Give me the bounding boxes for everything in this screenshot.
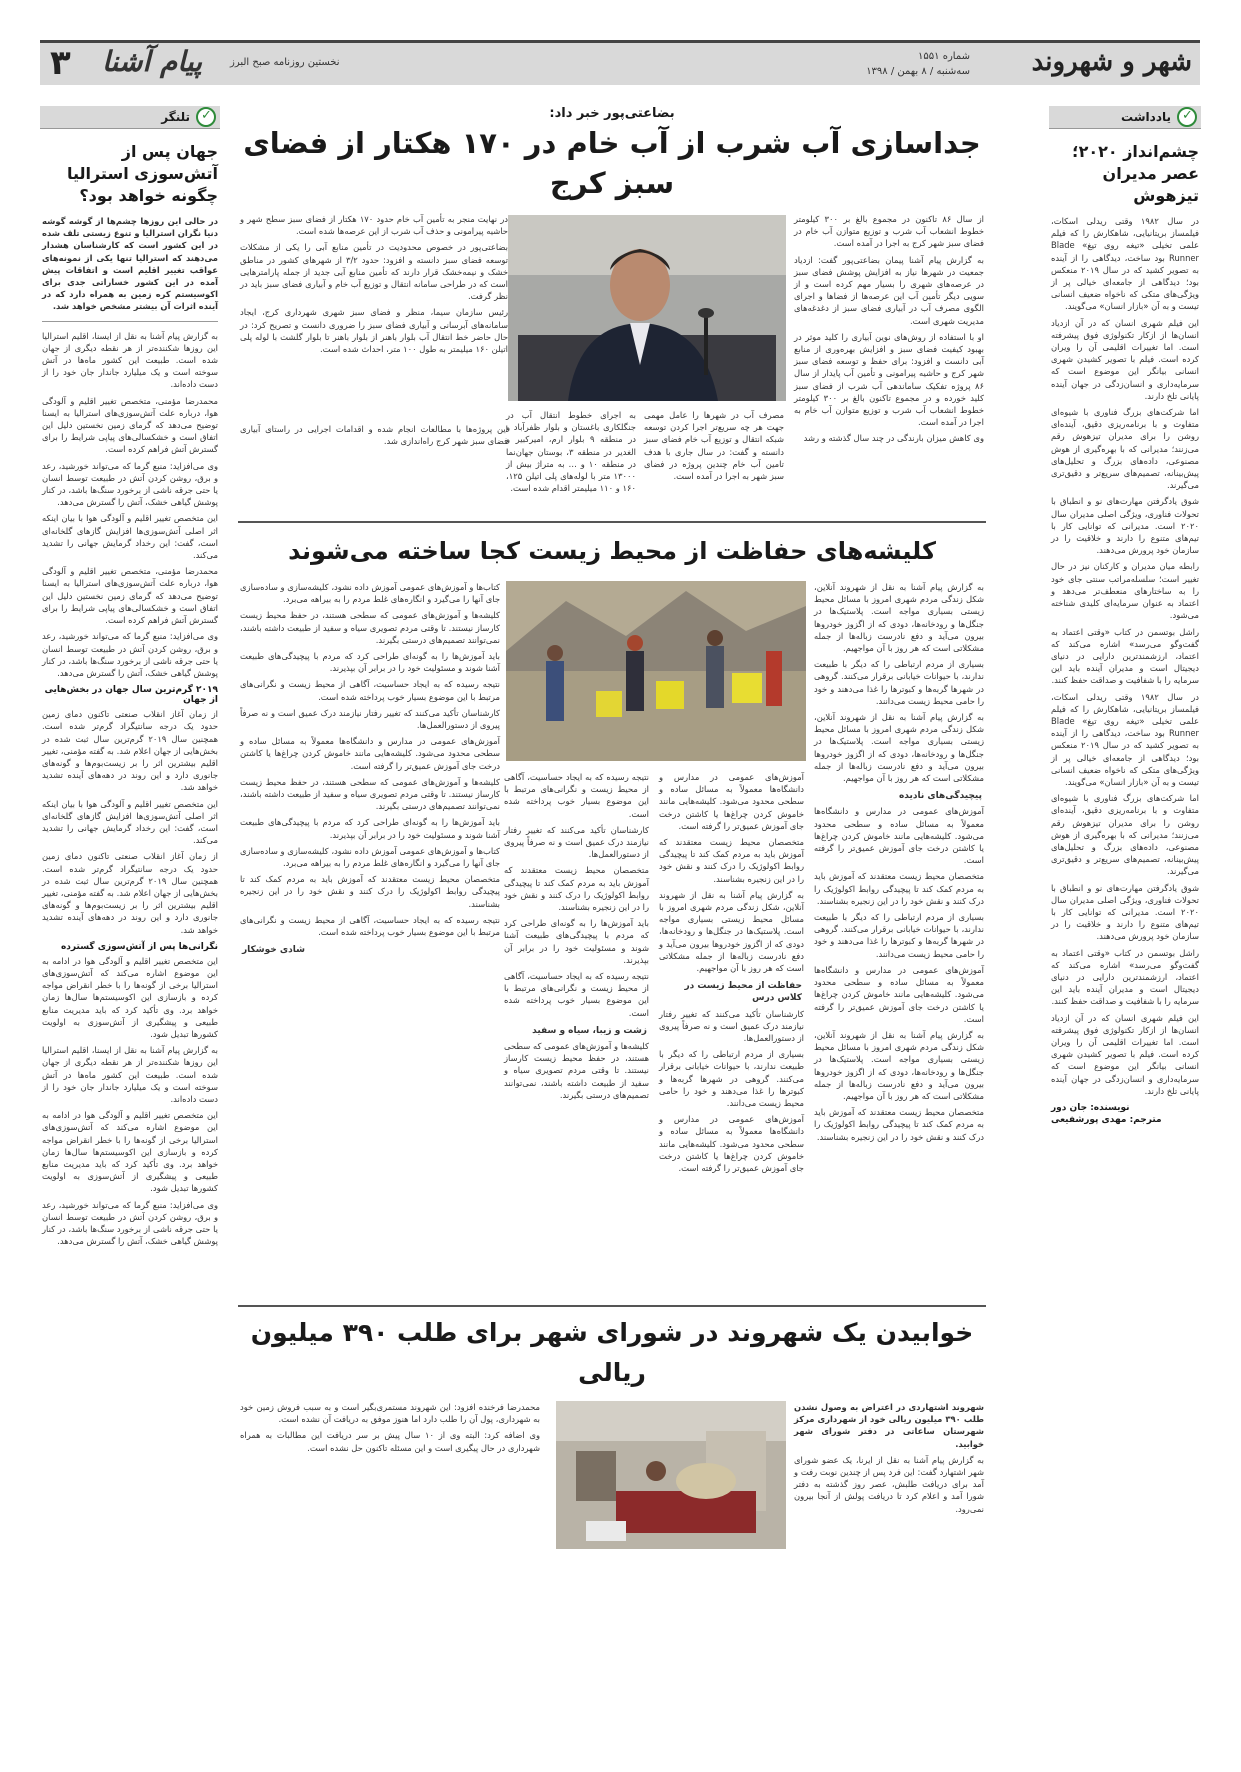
paragraph: متخصصان محیط زیست معتقدند که آموزش باید به مردم کمک کند تا پیچیدگی روابط اکولوژیک را درک کنند و نقش خود را در این زنجیره بشناسند. bbox=[504, 865, 649, 913]
paragraph: بسیاری از مردم ارتباطی را که دیگر با طبیعت ندارند، با حیوانات خیابانی برقرار می‌کنند. گروهی در شهرها گربه‌ها و کبوترها را غذا می‌دهند و خود را حامی محیط زیست می‌دانند. bbox=[814, 912, 984, 959]
paragraph: در سال ۱۹۸۲ وقتی ریدلی اسکات، فیلمساز بریتانیایی، شاهکارش را که فیلم علمی تخیلی «تیغه روی تیغ» Blade Runner بود ساخت، دیدگاهی را از آینده به تصویر کشید که در سال ۲۰۱۹ منعکس بود؛ دیدگاهی از جامعه‌ای خیالی پر از ویژگی‌های متکی که ناخواه ضعیف انسانی تیست و به آن «بازار انسان» می‌گویند. bbox=[1051, 691, 1199, 787]
volunteers-photo bbox=[506, 581, 806, 761]
paragraph: آموزش‌های عمومی در مدارس و دانشگاه‌ها معمولاً به مسائل ساده و سطحی محدود می‌شود. کلیشه‌هایی مانند خاموش کردن چراغ‌ها یا کاشتن درخت جای آموزش عمیق‌تر را گرفته است. bbox=[814, 964, 984, 1024]
article-column bbox=[240, 423, 508, 451]
article-subhead: پیچیدگی‌های نادیده bbox=[898, 791, 982, 802]
newspaper-logo: پیام آشنا bbox=[102, 45, 203, 78]
paragraph: به گزارش پیام آشنا به نقل از ایرنا، یک عضو شورای شهر اشتهارد گفت: این فرد پس از چندین نوبت رفت و آمد برای دریافت طلبش، عصر روز گذشته به دفتر شورا آمد و اعلام کرد تا دریافت پولش از آنجا بیرون نمی‌رود. bbox=[794, 1454, 984, 1514]
column-tab-label: تلنگر bbox=[161, 110, 190, 124]
paragraph: متخصصان محیط زیست معتقدند که آموزش باید به مردم کمک کند تا پیچیدگی روابط اکولوژیک را درک کنند و نقش خود را در این زنجیره بشناسند. bbox=[814, 1107, 984, 1142]
paragraph: به گزارش پیام آشنا پیمان بضاعتی‌پور گفت: ازدیاد جمعیت در شهرها نیاز به افزایش پوشش فضای سبز در عرصه‌های شهری را بسیار مهم کرده است و از سویی دیگر تأمین آب این عرصه‌ها از فضاها و اجرای الگوی مصرف آب در آبیاری فضای سبز از دغدغه‌های مدیریت شهری است. bbox=[794, 254, 984, 326]
paragraph: به گزارش پیام آشنا به نقل از شهروند آنلاین، شکل زندگی مردم شهری امروز با مسائل محیط زیستی بسیاری مواجه است. پلاستیک‌ها در جنگل‌ها و رودخانه‌ها، دودی که از اگزوز خودروها بیرون می‌آید و دفع نادرست زباله‌ها از جمله مشکلاتی است که هر روز با آن مواجهیم. bbox=[814, 1029, 984, 1101]
paragraph: این متخصص تغییر اقلیم و آلودگی هوا با بیان اینکه اثر اصلی آتش‌سوزی‌ها افزایش گازهای گلخانه‌ای است، گفت: این رخداد گرمایش جهانی را تشدید می‌کند. bbox=[42, 513, 218, 561]
paragraph: باید آموزش‌ها را به گونه‌ای طراحی کرد که مردم با پیچیدگی‌های طبیعت آشنا شوند و مسئولیت خود را در برابر آن بپذیرند. bbox=[240, 817, 500, 840]
paragraph: مصرف آب در شهرها را عامل مهمی جهت هر چه سریع‌تر اجرا کردن توسعه شبکه انتقال و توزیع آب خام فضای سبز دانسته و گفت: در سال جاری با هدف تامین آب خام چندین پروژه در فضای سبز شهر به اجرا در آمده است. bbox=[644, 410, 784, 482]
main-content bbox=[238, 106, 986, 1551]
talangor-headline: جهان پس از آتش‌سوزی استرالیا چگونه خواهد بود؟ bbox=[66, 142, 218, 205]
paragraph: بسیاری از مردم ارتباطی را که دیگر با طبیعت ندارند، با حیوانات خیابانی برقرار می‌کنند. گروهی در شهرها گربه‌ها و کبوترها را غذا می‌دهند و خود را حامی محیط زیست می‌دانند. bbox=[659, 1049, 804, 1109]
column-tab bbox=[1049, 106, 1201, 129]
paragraph: کلیشه‌ها و آموزش‌های عمومی که سطحی هستند، در حفظ محیط زیست کارساز نیستند. تا وقتی مردم تصویری سیاه و سفید از طبیعت داشته باشند، نمی‌توانند تصمیم‌های درستی بگیرند. bbox=[240, 610, 500, 645]
environment-article bbox=[238, 581, 986, 1301]
check-badge-icon bbox=[196, 107, 216, 127]
article-column bbox=[506, 409, 636, 498]
paragraph: نتیجه رسیده که به ایجاد حساسیت، آگاهی از محیط زیست و نگرانی‌های مرتبط با این موضوع بسیار خوب پرداخته شده است. bbox=[504, 971, 649, 1018]
paragraph: آموزش‌های عمومی در مدارس و دانشگاه‌ها معمولاً به مسائل ساده و سطحی محدود می‌شود. کلیشه‌هایی مانند خاموش کردن چراغ‌ها یا کاشتن درخت جای آموزش عمیق‌تر را گرفته است. bbox=[659, 772, 804, 831]
editorial-body bbox=[1051, 215, 1199, 1097]
paragraph: این متخصص تغییر اقلیم و آلودگی هوا در ادامه به این موضوع اشاره می‌کند که آتش‌سوزی‌های استرالیا برخی از گونه‌ها را با خطر انقراض مواجه کرده و بازسازی این اکوسیستم‌ها سال‌ها زمان خواهد برد. وی تأکید کرد که باید مدیریت منابع طبیعی و پیشگیری از آتش‌سوزی به اولویت کشورها تبدیل شود. bbox=[42, 955, 218, 1039]
paragraph: محمدرضا فرخنده افزود: این شهروند مستمری‌بگیر است و به سبب فروش زمین خود به شهرداری، پول آن را طلب دارد اما هنوز موفق به دریافت آن نشده است. bbox=[240, 1402, 540, 1425]
issue-meta bbox=[866, 49, 970, 79]
paragraph: به گزارش پیام آشنا به نقل از ایسنا، اقلیم استرالیا این روزها شکننده‌تر از هر نقطه دیگری از جهان شده است. طبیعت این کشور ماه‌ها در آتش سوخته است و یک میلیارد جاندار جان خود را از دست داده‌اند. bbox=[42, 330, 218, 390]
paragraph: متخصصان محیط زیست معتقدند که آموزش باید به مردم کمک کند تا پیچیدگی روابط اکولوژیک را درک کنند و نقش خود را در این زنجیره بشناسند. bbox=[814, 871, 984, 906]
paragraph: اما شرکت‌های بزرگ فناوری با شیوه‌ای متفاوت و با برنامه‌ریزی دقیق، آینده‌ای روشن را برای مدیران تیزهوش رقم می‌زنند؛ مدیرانی که با بهره‌گیری از هوش مصنوعی، داده‌های بزرگ و تحلیل‌های پیش‌بینانه، تصمیم‌های سریع‌تر و دقیق‌تری می‌گیرند. bbox=[1051, 407, 1199, 491]
column-tab bbox=[40, 106, 220, 129]
section-divider bbox=[238, 1305, 986, 1307]
paragraph: نتیجه رسیده که به ایجاد حساسیت، آگاهی از محیط زیست و نگرانی‌های مرتبط با این موضوع بسیار خوب پرداخته شده است. bbox=[504, 772, 649, 819]
paragraph: به گزارش پیام آشنا به نقل از ایسنا، اقلیم استرالیا این روزها شکننده‌تر از هر نقطه دیگری از جهان شده است. طبیعت این کشور ماه‌ها در آتش سوخته است و یک میلیارد جاندار جان خود را از دست داده‌اند. bbox=[42, 1045, 218, 1104]
article-headline: جداسازی آب شرب از آب خام در ۱۷۰ هکتار از فضای سبز کرج bbox=[243, 126, 981, 200]
talangor-column bbox=[40, 106, 220, 1251]
paragraph: کارشناسان تأکید می‌کنند که تغییر رفتار نیازمند درک عمیق است و نه صرفاً پیروی از دستورالعمل‌ها. bbox=[504, 824, 649, 860]
paragraph: محمدرضا مؤمنی، متخصص تغییر اقلیم و آلودگی هوا، درباره علت آتش‌سوزی‌های استرالیا به ایسنا توضیح می‌دهد که گرمای زمین نخستین دلیل این اتفاق است و خشکسالی‌های پیاپی شرایط را برای گسترش آتش فراهم کرده است. bbox=[42, 566, 218, 626]
paragraph: محمدرضا مؤمنی، متخصص تغییر اقلیم و آلودگی هوا، درباره علت آتش‌سوزی‌های استرالیا به ایسنا توضیح می‌دهد که گرمای زمین نخستین دلیل این اتفاق است و خشکسالی‌های پیاپی شرایط را برای گسترش آتش فراهم کرده است. bbox=[42, 395, 218, 455]
article-column bbox=[814, 581, 984, 1147]
talangor-body bbox=[42, 330, 218, 679]
article-column bbox=[240, 213, 508, 359]
paragraph: رئیس سازمان سیما، منظر و فضای سبز شهری شهرداری کرج، ایجاد سامانه‌های آبرسانی و آبیاری فضای سبز را ضروری دانست و تصریح کرد: در حال حاضر خط انتقال آب بلوار باهنر از بلوار باهنر تا بلوار گلشت با لوله پلی اتیلن ۱۶۰ میلیمتر به طول ۱۰۰ متر، احداث شده است. bbox=[240, 307, 508, 355]
paragraph: بسیاری از مردم ارتباطی را که دیگر با طبیعت ندارند، با حیوانات خیابانی برقرار می‌کنند. گروهی در شهرها گربه‌ها و کبوترها را غذا می‌دهند و خود را حامی محیط زیست می‌دانند. bbox=[814, 659, 984, 706]
article-subhead: زشت و زیبا، سیاه و سفید bbox=[532, 1025, 647, 1036]
paragraph: آموزش‌های عمومی در مدارس و دانشگاه‌ها معمولاً به مسائل ساده و سطحی محدود می‌شود. کلیشه‌هایی مانند خاموش کردن چراغ‌ها یا کاشتن درخت جای آموزش عمیق‌تر را گرفته است. bbox=[240, 736, 500, 771]
paragraph: باید آموزش‌ها را به گونه‌ای طراحی کرد که مردم با پیچیدگی‌های طبیعت آشنا شوند و مسئولیت خود را در برابر آن بپذیرند. bbox=[504, 918, 649, 965]
paragraph: متخصصان محیط زیست معتقدند که آموزش باید به مردم کمک کند تا پیچیدگی روابط اکولوژیک را درک کنند و نقش خود را در این زنجیره بشناسند. bbox=[240, 874, 500, 909]
check-badge-icon bbox=[1177, 107, 1197, 127]
paragraph: وی کاهش میزان بارندگی در چند سال گذشته و رشد bbox=[803, 433, 984, 444]
talangor-section bbox=[42, 708, 218, 936]
paragraph: این فیلم شهری انسان که در آن ازدیاد انسان‌ها از ازکار تکنولوژی فوق پیشرفته است. اما تغییرات اقلیمی آن را ویران کرده است. فیلم با تصویر کشیدن شهری انسانی بیانگر این موضوع است که سرمایه‌داری و انسان‌زدگی در جهان آینده پایانی تلخ دارند. bbox=[1051, 1012, 1199, 1096]
paragraph: این پروژه‌ها با مطالعات انجام شده و اقدامات اجرایی در راستای آبیاری فضای سبز شهر کرج راه‌اندازی شد. bbox=[240, 424, 508, 447]
column-tab-label: یادداشت bbox=[1121, 110, 1171, 124]
official-portrait-photo bbox=[508, 215, 786, 401]
paragraph: باید آموزش‌ها را به گونه‌ای طراحی کرد که مردم با پیچیدگی‌های طبیعت آشنا شوند و مسئولیت خود را در برابر آن بپذیرند. bbox=[240, 651, 500, 674]
paragraph: به اجرای خطوط انتقال آب در جنگلکاری باغستان و بلوار ظفرآباد و در منطقه ۹ بلوار ارم، امیرکبیر و الغدیر در منطقه ۳، بوستان جهان‌نما در منطقه ۱۰ و … به متراژ بیش از ۱۳۰۰۰ متر با لوله‌های پلی اتیلن ۱۲۵، ۱۶۰ و ۱۱۰ میلیمتر اقدام شده است. bbox=[506, 410, 636, 494]
article-column bbox=[240, 1401, 540, 1458]
paragraph: کارشناسان تأکید می‌کنند که تغییر رفتار نیازمند درک عمیق است و نه صرفاً پیروی از دستورالعمل‌ها. bbox=[659, 1008, 804, 1044]
article-subhead: حفاظت از محیط زیست در کلاس درس bbox=[684, 981, 802, 1004]
paragraph: در سال ۱۹۸۲ وقتی ریدلی اسکات، فیلمساز بریتانیایی، شاهکارش را که فیلم علمی تخیلی «تیغه روی تیغ» Blade Runner بود ساخت، دیدگاهی را از آینده به تصویر کشید که در سال ۲۰۱۹ منعکس بود؛ دیدگاهی از جامعه‌ای خیالی پر از ویژگی‌های متکی که ناخواه ضعیف انسانی تیست و به آن «بازار انسان» می‌گویند. bbox=[1051, 216, 1199, 312]
paragraph: از زمان آغاز انقلاب صنعتی تاکنون دمای زمین حدود یک درجه سانتیگراد گرم‌تر شده است. همچنین سال ۲۰۱۹ گرم‌ترین سال ثبت شده در بخش‌هایی از جهان اعلام شد. به گفته مؤمنی، تغییر اقلیم بیشترین اثر را بر زیست‌بوم‌ها و گونه‌های جانوری دارد و این روند در دهه‌های آینده تشدید خواهد شد. bbox=[42, 851, 218, 935]
article-column bbox=[659, 771, 804, 1178]
editorial-author: نویسنده: جان دور bbox=[1051, 1103, 1130, 1114]
paragraph: به گزارش پیام آشنا به نقل از شهروند آنلاین، شکل زندگی مردم شهری امروز با مسائل محیط زیستی بسیاری مواجه است. پلاستیک‌ها در جنگل‌ها و رودخانه‌ها، دودی که از اگزوز خودروها بیرون می‌آید و دفع نادرست زباله‌ها از جمله مشکلاتی است که هر روز با آن مواجهیم. bbox=[814, 582, 984, 654]
section-title: شهر و شهروند bbox=[1031, 47, 1192, 77]
article-column bbox=[240, 581, 500, 956]
portrait-illustration bbox=[508, 215, 786, 401]
talangor-subhead: نگرانی‌ها پس از آتش‌سوزی گسترده bbox=[60, 941, 218, 952]
paragraph: این فیلم شهری انسان که در آن ازدیاد انسان‌ها از ازکار تکنولوژی فوق پیشرفته است. اما تغییرات اقلیمی آن را ویران کرده است. فیلم با تصویر کشیدن شهری انسانی بیانگر این موضوع است که سرمایه‌داری و انسان‌زدگی در جهان آینده پایانی تلخ دارند. bbox=[1051, 317, 1199, 401]
paragraph: نتیجه رسیده که به ایجاد حساسیت، آگاهی از محیط زیست و نگرانی‌های مرتبط با این موضوع بسیار خوب پرداخته شده است. bbox=[240, 914, 500, 938]
paragraph: وی اضافه کرد: البته وی از ۱۰ سال پیش بر سر دریافت این مطالبات به همراه شهرداری در حال پیگیری است و این مسئله تاکنون حل نشده است. bbox=[240, 1430, 540, 1453]
paragraph: رابطه میان مدیران و کارکنان نیز در حال تغییر است؛ سلسله‌مراتب سنتی جای خود را به ساختارهای منعطف‌تر می‌دهد و اعتماد به عنوان سرمایه‌ای کلیدی شناخته می‌شود. bbox=[1051, 561, 1199, 621]
talangor-lead: در حالی این روزها چشم‌ها از گوشه گوشه دنیا نگران استرالیا و تنوع زیستی تلف شده در این کشور است که کارشناسان هشدار می‌دهند که استرالیا تنها یکی از نمونه‌های عواقب تغییر اقلیم است و اتفاقات پیش آمده در این کشور خساراتی جدی برای اکوسیستم کره زمین به همراه دارد که در آینده اثرات آن بیشتر مشخص خواهد شد. bbox=[42, 216, 218, 312]
paragraph: کتاب‌ها و آموزش‌های عمومی آموزش داده نشود، کلیشه‌سازی و ساده‌سازی جای آنها را می‌گیرد و انگاره‌های غلط مردم را به بیراهه می‌برد. bbox=[240, 845, 500, 869]
editorial-headline: چشم‌انداز ۲۰۲۰؛ عصر مدیران تیزهوش bbox=[1072, 142, 1199, 205]
sleeping-citizen-photo bbox=[556, 1401, 786, 1549]
paragraph: این متخصص تغییر اقلیم و آلودگی هوا در ادامه به این موضوع اشاره می‌کند که آتش‌سوزی‌های استرالیا برخی از گونه‌ها را با خطر انقراض مواجه کرده و بازسازی این اکوسیستم‌ها سال‌ها زمان خواهد برد. وی تأکید کرد که باید مدیریت منابع طبیعی و پیشگیری از آتش‌سوزی به اولویت کشورها تبدیل شود. bbox=[42, 1110, 218, 1194]
volunteers-illustration bbox=[506, 581, 806, 761]
paragraph: راشل بوتسمن در کتاب «وقتی اعتماد به گفت‌وگو می‌رسد» اشاره می‌کند که اعتماد، ارزشمندترین دارایی در دنیای دیجیتال است و مدیران آینده باید این سرمایه را با شفافیت و صداقت حفظ کنند. bbox=[1051, 626, 1199, 686]
paragraph: او با استفاده از روش‌های نوین آبیاری را کلید موثر در بهبود کیفیت فضای سبز و افزایش بهره‌وری از منابع آبی دانست و افزود: برای حفظ و توسعه فضای سبز شهر کرج و حاشیه پیرامونی و تأمین آب پایدار از سال ۸۶ پروژه تفکیک ساماندهی آب شرب از فضای سبز کلید خورده و در مجموع تاکنون بالغ بر ۳۰۰ کیلومتر خطوط انشعاب آب شرب و توزیع متوازن آب خام به اجرا در آمده است. bbox=[794, 331, 984, 428]
paragraph: آموزش‌های عمومی در مدارس و دانشگاه‌ها معمولاً به مسائل ساده و سطحی محدود می‌شود. کلیشه‌هایی مانند خاموش کردن چراغ‌ها یا کاشتن درخت جای آموزش عمیق‌تر را گرفته است. bbox=[659, 1114, 804, 1174]
paragraph: از سال ۸۶ تاکنون در مجموع بالغ بر ۳۰۰ کیلومتر خطوط انشعاب آب شرب و توزیع متوازن آب خام در فضای سبز شهر کرج به اجرا در آمده است. bbox=[794, 214, 984, 249]
paragraph: وی می‌افزاید: منبع گرما که می‌تواند خورشید، رعد و برق، روشن کردن آتش در طبیعت توسط انسان یا حتی جرقه ناشی از برخورد سنگ‌ها باشد، در کنار پوشش گیاهی خشک، آتش را گسترش می‌دهد. bbox=[42, 460, 218, 508]
paragraph: شوق یادگرفتن مهارت‌های نو و انطباق با تحولات فناوری، ویژگی اصلی مدیران سال ۲۰۲۰ است. مدیرانی که توانایی کار با تیم‌های متنوع را دارند و خلاقیت را در سازمان خود پرورش می‌دهند. bbox=[1051, 882, 1199, 942]
page-number: ۳ bbox=[50, 43, 71, 83]
paragraph: کلیشه‌ها و آموزش‌های عمومی که سطحی هستند، در حفظ محیط زیست کارساز نیستند. تا وقتی مردم تصویری سیاه و سفید از طبیعت داشته باشند، نمی‌توانند تصمیم‌های درستی بگیرند. bbox=[240, 776, 500, 812]
issue-date: سه‌شنبه / ۸ بهمن / ۱۳۹۸ bbox=[866, 66, 970, 77]
article-column bbox=[794, 1401, 984, 1519]
paragraph: شوق یادگرفتن مهارت‌های نو و انطباق با تحولات فناوری، ویژگی اصلی مدیران سال ۲۰۲۰ است. مدیرانی که توانایی کار با تیم‌های متنوع را دارند و خلاقیت را در سازمان خود پرورش می‌دهند. bbox=[1051, 496, 1199, 556]
tagline: نخستین روزنامه صبح البرز bbox=[230, 57, 340, 68]
article-column bbox=[644, 409, 784, 486]
paragraph: کلیشه‌ها و آموزش‌های عمومی که سطحی هستند، در حفظ محیط زیست کارساز نیستند. تا وقتی مردم تصویری سیاه و سفید از طبیعت داشته باشند، نمی‌توانند تصمیم‌های درستی بگیرند. bbox=[504, 1041, 649, 1100]
paragraph: متخصصان محیط زیست معتقدند که آموزش باید به مردم کمک کند تا پیچیدگی روابط اکولوژیک را درک کنند و نقش خود را در این زنجیره بشناسند. bbox=[659, 837, 804, 884]
paragraph: شهروند اشتهاردی در اعتراض به وصول نشدن طلب ۳۹۰ میلیون ریالی خود از شهرداری مرکز شهرستان ساعاتی در دفتر شورای شهر خوابید. bbox=[794, 1402, 984, 1449]
paragraph: به گزارش پیام آشنا به نقل از شهروند آنلاین، شکل زندگی مردم شهری امروز با مسائل محیط زیستی بسیاری مواجه است. پلاستیک‌ها در جنگل‌ها و رودخانه‌ها، دودی که از اگزوز خودروها بیرون می‌آید و دفع نادرست زباله‌ها از جمله مشکلاتی است که هر روز با آن مواجهیم. bbox=[814, 712, 984, 784]
paragraph: وی می‌افزاید: منبع گرما که می‌تواند خورشید، رعد و برق، روشن کردن آتش در طبیعت توسط انسان یا حتی جرقه ناشی از برخورد سنگ‌ها باشد، در کنار پوشش گیاهی خشک، آتش را گسترش می‌دهد. bbox=[42, 631, 218, 678]
editorial-column bbox=[1049, 106, 1201, 1125]
talangor-subhead: ۲۰۱۹ گرم‌ترین سال جهان در بخش‌هایی از جهان bbox=[44, 685, 218, 706]
article-column bbox=[504, 771, 649, 1105]
editorial-translator: مترجم: مهدی پورشفیعی bbox=[1051, 1115, 1162, 1126]
paragraph: در نهایت منجر به تأمین آب خام حدود ۱۷۰ هکتار از فضای سبز سطح شهر و حاشیه پیرامونی و حذف آب شرب از این عرصه‌ها شده است. bbox=[240, 214, 509, 237]
article-headline: کلیشه‌های حفاظت از محیط زیست کجا ساخته می‌شوند bbox=[288, 537, 936, 565]
section-divider bbox=[238, 521, 986, 523]
paragraph: به گزارش پیام آشنا به نقل از شهروند آنلاین، شکل زندگی مردم شهری امروز با مسائل محیط زیستی بسیاری مواجه است. پلاستیک‌ها در جنگل‌ها و رودخانه‌ها، دودی که از اگزوز خودروها بیرون می‌آید و دفع نادرست زباله‌ها از جمله مشکلاتی است که هر روز با آن مواجهیم. bbox=[659, 889, 804, 974]
paragraph: از زمان آغاز انقلاب صنعتی تاکنون دمای زمین حدود یک درجه سانتیگراد گرم‌تر شده است. همچنین سال ۲۰۱۹ گرم‌ترین سال ثبت شده در بخش‌هایی از جهان اعلام شد. به گفته مؤمنی، تغییر اقلیم بیشترین اثر را بر زیست‌بوم‌ها و گونه‌های جانوری دارد و این روند در دهه‌های آینده تشدید خواهد شد. bbox=[42, 709, 218, 793]
paragraph: وی می‌افزاید: منبع گرما که می‌تواند خورشید، رعد و برق، روشن کردن آتش در طبیعت توسط انسان یا حتی جرقه ناشی از برخورد سنگ‌ها باشد، در کنار پوشش گیاهی خشک، آتش را گسترش می‌دهد. bbox=[42, 1199, 218, 1247]
council-article bbox=[238, 1401, 986, 1551]
sleeping-citizen-illustration bbox=[556, 1401, 786, 1549]
paragraph: اما شرکت‌های بزرگ فناوری با شیوه‌ای متفاوت و با برنامه‌ریزی دقیق، آینده‌ای روشن را برای مدیران تیزهوش رقم می‌زنند؛ مدیرانی که با بهره‌گیری از هوش مصنوعی، داده‌های بزرگ و تحلیل‌های پیش‌بینانه، تصمیم‌های سریع‌تر و دقیق‌تری می‌گیرند. bbox=[1051, 793, 1199, 877]
article-headline: خوابیدن یک شهروند در شورای شهر برای طلب ۳۹۰ میلیون ریالی bbox=[250, 1318, 974, 1387]
water-article bbox=[238, 213, 986, 515]
article-kicker: بضاعتی‌پور خبر داد: bbox=[549, 106, 675, 121]
paragraph: کارشناسان تأکید می‌کنند که تغییر رفتار نیازمند درک عمیق است و نه صرفاً پیروی از دستورالعمل‌ها. bbox=[240, 707, 500, 731]
paragraph: این متخصص تغییر اقلیم و آلودگی هوا با بیان اینکه اثر اصلی آتش‌سوزی‌ها افزایش گازهای گلخانه‌ای است، گفت: این رخداد گرمایش جهانی را تشدید می‌کند. bbox=[42, 798, 218, 846]
masthead bbox=[40, 40, 1200, 85]
article-author: شادی خوشکار bbox=[242, 945, 306, 956]
paragraph: راشل بوتسمن در کتاب «وقتی اعتماد به گفت‌وگو می‌رسد» اشاره می‌کند که اعتماد، ارزشمندترین دارایی در دنیای دیجیتال است و مدیران آینده باید این سرمایه را با شفافیت و صداقت حفظ کنند. bbox=[1051, 947, 1199, 1007]
paragraph: آموزش‌های عمومی در مدارس و دانشگاه‌ها معمولاً به مسائل ساده و سطحی محدود می‌شود. کلیشه‌هایی مانند خاموش کردن چراغ‌ها یا کاشتن درخت جای آموزش عمیق‌تر را گرفته است. bbox=[814, 806, 984, 866]
paragraph: کتاب‌ها و آموزش‌های عمومی آموزش داده نشود، کلیشه‌سازی و ساده‌سازی جای آنها را می‌گیرد و انگاره‌های غلط مردم را به بیراهه می‌برد. bbox=[240, 582, 500, 605]
paragraph: بضاعتی‌پور در خصوص محدودیت در تأمین منابع آبی را یکی از مشکلات توسعه فضای سبز دانسته و افزود: حدود ۳/۲ از شهرهای کشور در مناطق خشک و نیمه‌خشک قرار دارند که تأمین منابع آبی جدید از جمله پارامترهایی است که در طراحی سامانه انتقال و توزیع آب خام و آبیاری فضای سبز باید در نظر گرفت. bbox=[240, 242, 508, 302]
issue-number: شماره ۱۵۵۱ bbox=[918, 51, 970, 62]
talangor-section bbox=[42, 955, 218, 1248]
article-column bbox=[794, 213, 984, 449]
paragraph: نتیجه رسیده که به ایجاد حساسیت، آگاهی از محیط زیست و نگرانی‌های مرتبط با این موضوع بسیار خوب پرداخته شده است. bbox=[240, 679, 500, 702]
